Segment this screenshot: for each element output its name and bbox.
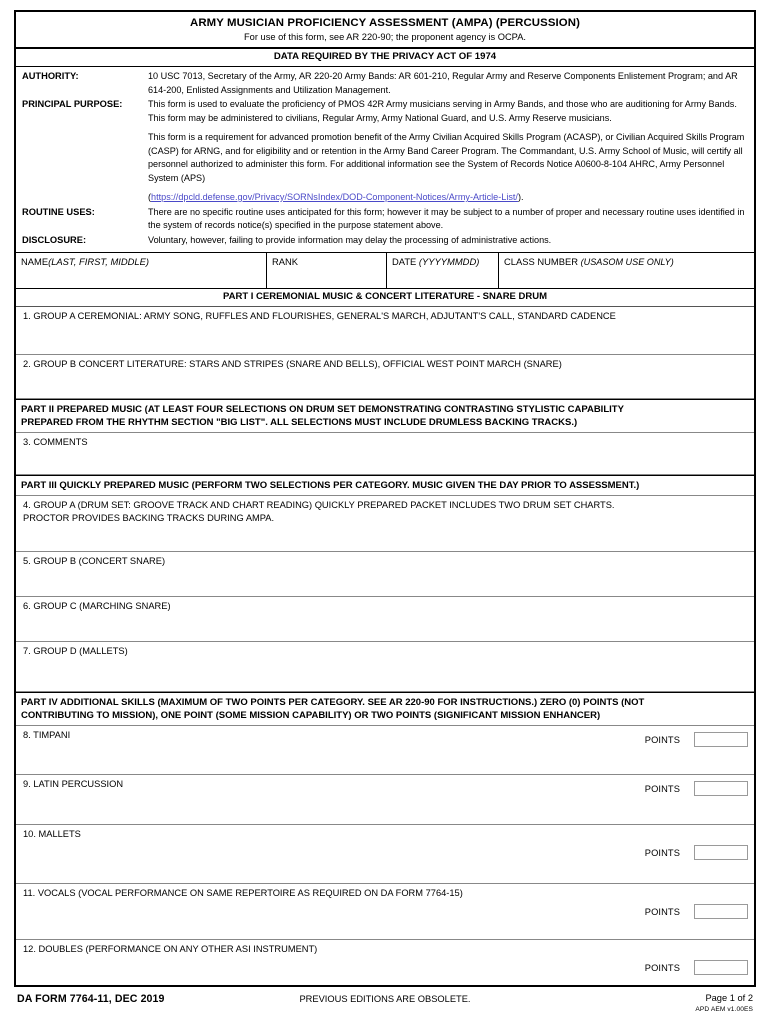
form-footer [14, 993, 756, 1023]
disclosure-text [148, 234, 748, 248]
rank-field[interactable] [267, 253, 387, 288]
identification-row [16, 253, 754, 289]
disclosure-row [22, 234, 748, 248]
class-number-field[interactable] [499, 253, 754, 288]
part2-item-3-label: 3. COMMENTS [23, 437, 88, 447]
sorn-index-link[interactable]: https://dpcld.defense.gov/Privacy/SORNsIndex/DOD-Component-Notices/Army-Article-List/ [151, 192, 518, 202]
part1-item-2[interactable] [16, 355, 754, 399]
part4-item-8-points-group [645, 732, 748, 747]
name-field[interactable] [16, 253, 267, 288]
class-number-hint: (USASOM USE ONLY) [580, 257, 674, 267]
part2-item-3[interactable] [16, 433, 754, 475]
part3-item-4-label-line-2: PROCTOR PROVIDES BACKING TRACKS DURING AMPA. [23, 512, 275, 523]
part4-item-12-points-input[interactable] [694, 960, 748, 975]
part4-item-9-points-group [645, 781, 748, 796]
name-hint: (LAST, FIRST, MIDDLE) [48, 256, 149, 267]
part3-item-6[interactable] [16, 597, 754, 642]
authority-paragraph: 10 USC 7013, Secretary of the Army, AR 220-20 Army Bands: AR 601-210, Regular Army and Reserve Components Enlistement Program; and AR 614-200, Enlisted Assignments and Utilization Management. [148, 71, 738, 95]
part3-item-4[interactable] [16, 496, 754, 552]
disclosure-paragraph: Voluntary, however, failing to provide information may delay the processing of administrative actions. [148, 234, 552, 245]
privacy-act-body [16, 67, 754, 253]
principal-purpose-paragraph-1: This form is used to evaluate the proficiency of PMOS 42R Army musicians serving in Army Bands, and those who are auditioning for Army Bands. This form may be administered to civilians, Regular Army, Army National Guard, and U.S. Army Reserve musicians. [148, 99, 737, 123]
principal-purpose-label: PRINCIPAL PURPOSE: [22, 99, 123, 109]
part4-item-9-label: 9. LATIN PERCUSSION [23, 779, 124, 789]
part4-item-12-label: 12. DOUBLES (PERFORMANCE ON ANY OTHER ASI INSTRUMENT) [23, 944, 318, 954]
form-subtitle: For use of this form, see AR 220-90; the proponent agency is OCPA. [244, 32, 526, 42]
link-open-paren: ( [148, 192, 152, 202]
part4-item-8-points-label: POINTS [644, 734, 680, 745]
part4-item-12-points-group [645, 960, 748, 975]
part4-item-10-label: 10. MALLETS [23, 829, 81, 839]
part4-item-11[interactable] [16, 884, 754, 940]
part3-item-5[interactable] [16, 552, 754, 597]
part3-banner [16, 475, 754, 496]
previous-editions-note: PREVIOUS EDITIONS ARE OBSOLETE. [299, 994, 471, 1004]
routine-uses-text [148, 206, 748, 233]
routine-uses-paragraph: There are no specific routine uses anticipated for this form; however it may be subject to a number of proper and necessary routine uses identified in the system of records notice(s) specified in the purpose statement above. [148, 206, 745, 230]
date-label: DATE [392, 256, 417, 267]
part4-item-11-points-group [645, 904, 748, 919]
part4-banner-line-1: PART IV ADDITIONAL SKILLS (MAXIMUM OF TWO POINTS PER CATEGORY. SEE AR 220-90 FOR INSTRUCTIONS.) ZERO (0) POINTS (NOT [21, 697, 645, 708]
part2-banner-line-2: PREPARED FROM THE RHYTHM SECTION "BIG LIST". ALL SELECTIONS MUST INCLUDE DRUMLESS BACKING TRACKS.) [21, 417, 578, 428]
part3-item-6-label: 6. GROUP C (MARCHING SNARE) [23, 601, 171, 611]
part3-item-5-label: 5. GROUP B (CONCERT SNARE) [23, 556, 166, 566]
privacy-act-heading: DATA REQUIRED BY THE PRIVACY ACT OF 1974 [16, 49, 754, 67]
principal-purpose-paragraph-2: This form is a requirement for advanced promotion benefit of the Army Civilian Acquired Skills Program (ACASP), or Civilian Acquired Skills Program (CASP) for ARNG, and for eligibility and or retention in the Army Band Career Program. The Commandant, U.S. Army School of Music, will certify all personnel authorized to administer this form. For additional information see the System of Records Notice A0600-8-104 AHRC, Army Personnel System (APS) [148, 132, 745, 183]
page-title: ARMY MUSICIAN PROFICIENCY ASSESSMENT (AMPA) (PERCUSSION) [190, 17, 580, 29]
footer-right-group [695, 993, 753, 1015]
part3-item-4-label [16, 496, 754, 524]
part1-item-1[interactable] [16, 307, 754, 355]
principal-purpose-row [22, 98, 748, 205]
part4-item-12[interactable] [16, 940, 754, 985]
part4-banner-line-2: CONTRIBUTING TO MISSION), ONE POINT (SOME MISSION CAPABILITY) OR TWO POINTS (SIGNIFICANT MISSION ENHANCER) [21, 710, 601, 721]
routine-uses-label: ROUTINE USES: [22, 206, 95, 217]
page-number: Page 1 of 2 [705, 993, 753, 1003]
part4-item-9[interactable] [16, 775, 754, 825]
authority-text [148, 70, 748, 97]
name-label: NAME [21, 256, 49, 267]
part3-item-4-label-line-1: 4. GROUP A (DRUM SET: GROOVE TRACK AND CHART READING) QUICKLY PREPARED PACKET INCLUDES TWO DRUM SET CHARTS. [23, 500, 615, 510]
part4-item-8-label: 8. TIMPANI [23, 730, 71, 740]
part4-item-12-points-label: POINTS [644, 962, 680, 973]
date-field[interactable] [387, 253, 499, 288]
class-number-label: CLASS NUMBER [504, 256, 578, 267]
part1-item-1-label: 1. GROUP A CEREMONIAL: ARMY SONG, RUFFLES AND FLOURISHES, GENERAL'S MARCH, ADJUTANT'S CALL, STANDARD CADENCE [23, 311, 616, 321]
part4-item-9-points-label: POINTS [644, 783, 680, 794]
part4-item-11-points-label: POINTS [644, 906, 680, 917]
part4-banner [16, 692, 754, 726]
form-identifier: DA FORM 7764-11, DEC 2019 [17, 993, 165, 1005]
authority-row [22, 70, 748, 97]
part4-item-9-points-input[interactable] [694, 781, 748, 796]
part4-item-10[interactable] [16, 825, 754, 884]
part4-item-11-label: 11. VOCALS (VOCAL PERFORMANCE ON SAME REPERTOIRE AS REQUIRED ON DA FORM 7764-15) [23, 888, 463, 898]
part4-item-10-points-label: POINTS [644, 847, 680, 858]
rank-label: RANK [272, 256, 299, 267]
part2-banner-line-1: PART II PREPARED MUSIC (AT LEAST FOUR SELECTIONS ON DRUM SET DEMONSTRATING CONTRASTING STYLISTIC CAPABILITY [21, 404, 624, 415]
authority-label: AUTHORITY: [22, 71, 79, 81]
part4-item-8[interactable] [16, 726, 754, 775]
part1-item-2-label: 2. GROUP B CONCERT LITERATURE: STARS AND STRIPES (SNARE AND BELLS), OFFICIAL WEST POINT MARCH (SNARE) [23, 359, 562, 369]
link-close-paren: ). [517, 192, 524, 202]
principal-purpose-link-paragraph [148, 191, 748, 205]
part3-banner-line-1: PART III QUICKLY PREPARED MUSIC (PERFORM TWO SELECTIONS PER CATEGORY. MUSIC GIVEN THE DAY PRIOR TO ASSESSMENT.) [21, 480, 640, 491]
part2-banner [16, 399, 754, 433]
routine-uses-row [22, 206, 748, 233]
part4-item-11-points-input[interactable] [694, 904, 748, 919]
part4-item-10-points-input[interactable] [694, 845, 748, 860]
disclosure-label: DISCLOSURE: [22, 234, 87, 245]
form-frame [14, 10, 756, 987]
date-hint: (YYYYMMDD) [418, 256, 480, 267]
part3-item-7[interactable] [16, 642, 754, 692]
part4-item-8-points-input[interactable] [694, 732, 748, 747]
part1-banner: PART I CEREMONIAL MUSIC & CONCERT LITERATURE - SNARE DRUM [16, 289, 754, 307]
apd-version: APD AEM v1.00ES [695, 1006, 753, 1013]
part4-item-10-points-group [645, 845, 748, 860]
title-block [16, 12, 754, 49]
principal-purpose-text [148, 98, 748, 205]
part3-item-7-label: 7. GROUP D (MALLETS) [23, 646, 128, 656]
